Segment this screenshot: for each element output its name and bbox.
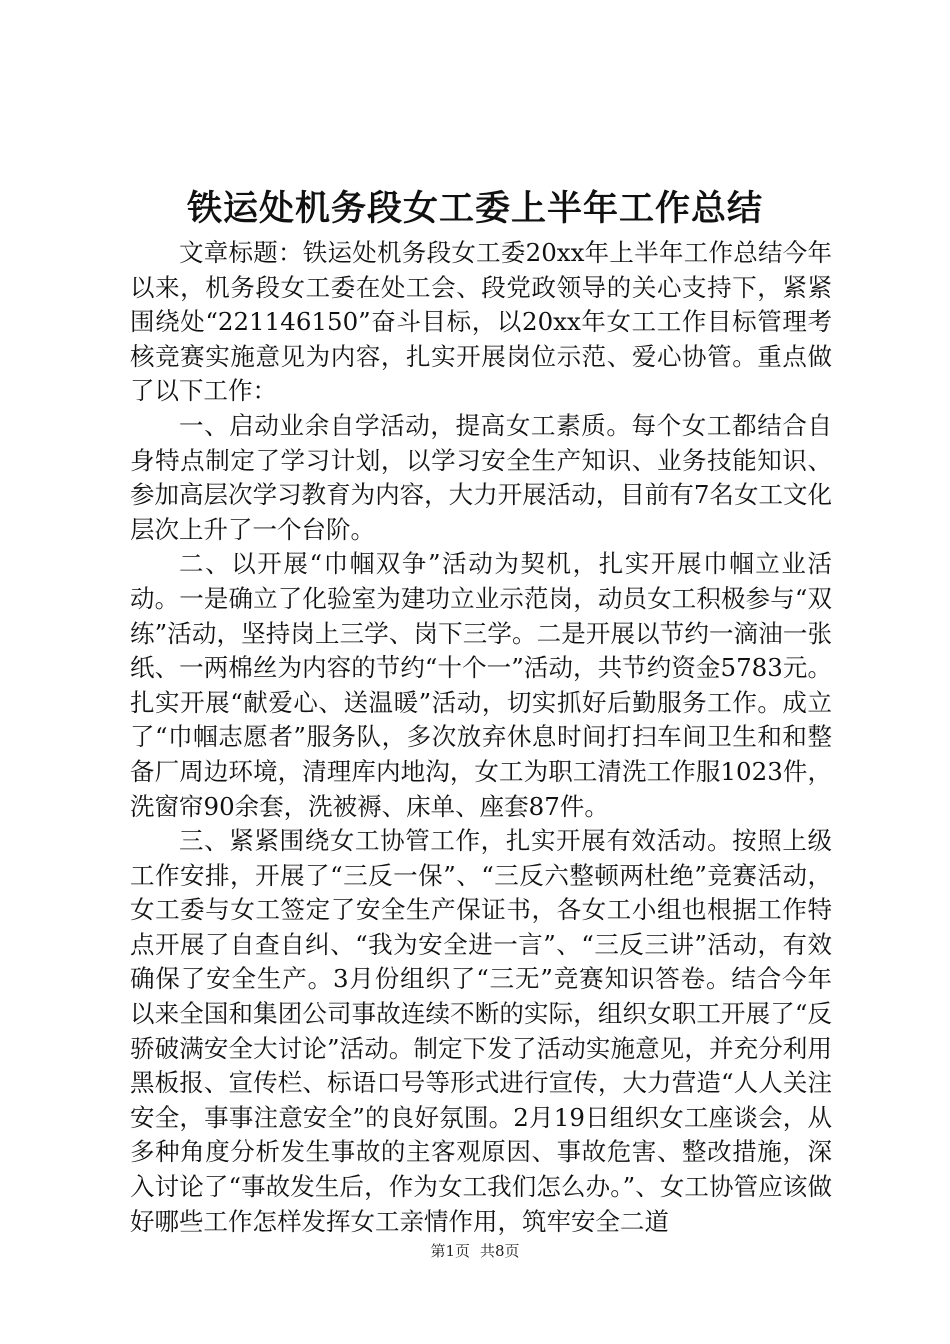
paragraph-section-1: 一、启动业余自学活动，提高女工素质。每个女工都结合自身特点制定了学习计划，以学习安全生产知识、业务技能知识、参加高层次学习教育为内容，大力开展活动，目前有7名女工文化层次上升了一个台阶。 xyxy=(130,410,832,544)
paragraph-section-3: 三、紧紧围绕女工协管工作，扎实开展有效活动。按照上级工作安排，开展了“三反一保”、“三反六整顿两杜绝”竞赛活动，女工委与女工签定了安全生产保证书，各女工小组也根据工作特点开展了自查自纠、“我为安全进一言”、“三反三讲”活动，有效确保了安全生产。3月份组织了“三无”竞赛知识答卷。结合今年以来全国和集团公司事故连续不断的实际，组织女职工开展了“反骄破满安全大讨论”活动。制定下发了活动实施意见，并充分利用黑板报、宣传栏、标语口号等形式进行宣传，大力营造“人人关注安全，事事注意安全”的良好氛围。2月19日组织女工座谈会，从多种角度分析发生事故的主客观原因、事故危害、整改措施，深入讨论了“事故发生后，作为女工我们怎么办。”、女工协管应该做好哪些工作怎样发挥女工亲情作用，筑牢安全二道 xyxy=(130,826,832,1236)
paragraph-section-2: 二、以开展“巾帼双争”活动为契机，扎实开展巾帼立业活动。一是确立了化验室为建功立业示范岗，动员女工积极参与“双练”活动，坚持岗上三学、岗下三学。二是开展以节约一滴油一张纸、一两棉丝为内容的节约“十个一”活动，共节约资金5783元。扎实开展“献爱心、送温暖”活动，切实抓好后勤服务工作。成立了“巾帼志愿者”服务队，多次放弃休息时间打扫车间卫生和和整备厂周边环境，清理库内地沟，女工为职工清洗工作服1023件，洗窗帘90余套，洗被褥、床单、座套87件。 xyxy=(130,549,832,821)
page-total: 共8页 xyxy=(480,1242,520,1260)
document-body xyxy=(130,236,832,1239)
paragraph-intro: 文章标题：铁运处机务段女工委20xx年上半年工作总结今年以来，机务段女工委在处工会、段党政领导的关心支持下，紧紧围绕处“221146150”奋斗目标，以20xx年女工工作目标管理考核竞赛实施意见为内容，扎实开展岗位示范、爱心协管。重点做了以下工作： xyxy=(130,238,832,406)
page-number: 第1页 xyxy=(430,1242,470,1260)
document-title: 铁运处机务段女工委上半年工作总结 xyxy=(186,188,763,229)
page-footer xyxy=(0,1240,950,1262)
